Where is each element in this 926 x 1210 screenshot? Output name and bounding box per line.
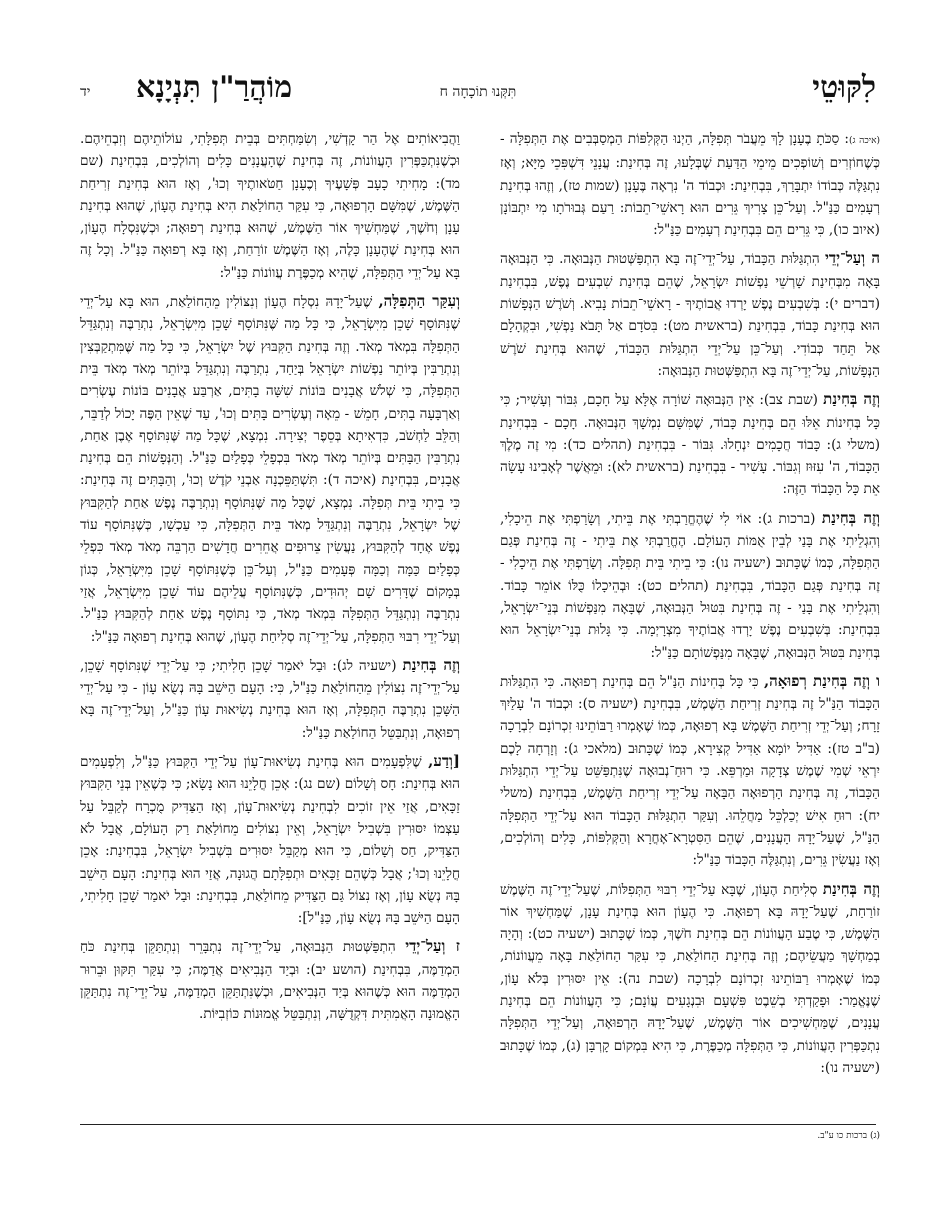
paragraph-text: שֶׁלִּפְעָמִים הוּא בְּחִינַת נְשִׂיאוּת־עָוֹן עַל־יְדֵי הַקִּבּוּץ כַּנַּ"ל, וְלִפְעָמִים הוּא בְּחִינַת: חָס וְשָׁלוֹם (שם נג): אָכֵן חֳלָיֵנוּ הוּא נָשָׂא; כִּי כְּשֶׁאֵין בְּנֵי הַקִּבּוּץ זַכָּאִים, אֲזַי אֵין זוֹכִים לִבְחִינַת נְשִׂיאוּת־עָוֹן, וְאָז הַצַּדִּיק מֻכְרָח לְקַבֵּל עַל עַצְמוֹ יִסּוּרִין בִּשְׁבִיל יִשְׂרָאֵל, וְאֵין נִצּוֹלִים מֵחוֹלַאַת רַק הָעוֹלָם, אֲבָל לֹא הַצַּדִּיק, חַס וְשָׁלוֹם, כִּי הוּא מְקַבֵּל יִסּוּרִים בִּשְׁבִיל יִשְׂרָאֵל, בִּבְחִינַת: אָכֵן חֳלָיֵנוּ וְכוּ'; אֲבָל כְּשֶׁהֵם זַכָּאִים וּתְפִלָּתָם הֲגוּנָה, אֲזַי הוּא בְּחִינַת: הָעָם הַיּשֵׁב בָּהּ נְשֻׂא עָוֹן, וְאָז נִצּוֹל גַּם הַצַּדִּיק מֵחוֹלַאַת, בִּבְחִינַת: וּבַל יֹאמַר שָׁכֵן חָלִיתִי, הָעָם הַיּשֵׁב בָּהּ נְשֻׂא עָוֹן, כַּנַּ"ל]: <box>80 754 460 927</box>
left-column <box>80 128 460 1032</box>
footnote: (ג) ברכות כו ע"ב. <box>817 1131 880 1141</box>
paragraph-heading: וְעִקַּר הַתְּפִלָּה, <box>378 292 461 311</box>
paragraph <box>500 507 880 664</box>
paragraph-text: הִתְגַּלּוּת הַכָּבוֹד, עַל־יְדֵי־זֶה בָּא הִתְפַּשְּׁטוּת הַנְּבוּאָה. כִּי הַנְּבוּאָה בָּאָה מִבְּחִינַת שָׁרְשֵׁי נַפְשׁוֹת יִשְׂרָאֵל, שֶׁהֵם בְּחִינַת שִׁבְעִים נֶפֶשׁ, בִּבְחִינַת (דברים י): בְּשִׁבְעִים נֶפֶשׁ יָרְדוּ אֲבוֹתֶיךָ - רָאשֵׁי־תֵבוֹת נָבִיא. וְשֹׁרֶשׁ הַנְּפָשׁוֹת הוּא בְּחִינַת כָּבוֹד, בִּבְחִינַת (בראשית מט): בִּסֹדָם אַל תָּבֹא נַפְשִׁי, וּבִקְהָלָם אַל תֵּחַד כְּבוֹדִי. וְעַל־כֵּן עַל־יְדֵי הִתְגַּלּוּת הַכָּבוֹד, שֶׁהוּא בְּחִינַת שֹׁרֶשׁ הַנְּפָשׁוֹת, עַל־יְדֵי־זֶה בָּא הִתְפַּשְּׁטוּת הַנְּבוּאָה: <box>500 251 880 379</box>
paragraph <box>500 388 880 500</box>
paragraph-text: (ברכות ג): אוֹי לִי שֶׁהֶחֱרַבְתִּי אֶת בֵּיתִי, וְשָׂרַפְתִּי אֶת הֵיכָלִי, וְהִגְלֵיתִי אֶת בָּנַי לְבֵין אֻמּוֹת הָעוֹלָם. הֶחֱרַבְתִּי אֶת בֵּיתִי - זֶה בְּחִינַת פְּגַם הַתְּפִלָּה, כְּמוֹ שֶׁכָּתוּב (ישעיה נו): כִּי בֵיתִי בֵּית תְּפִלָּה. וְשָׂרַפְתִּי אֶת הֵיכָלִי - זֶה בְּחִינַת פְּגַם הַכָּבוֹד, בִּבְחִינַת (תהלים כט): וּבְהֵיכָלוֹ כֻּלּוֹ אוֹמֵר כָּבוֹד. וְהִגְלֵיתִי אֶת בָּנַי - זֶה בְּחִינַת בִּטּוּל הַנְּבוּאָה, שֶׁבָּאָה מִנַּפְשׁוֹת בְּנֵי־יִשְׂרָאֵל, בִּבְחִינַת: בְּשִׁבְעִים נֶפֶשׁ יָרְדוּ אֲבוֹתֶיךָ מִצְרָיְמָה. כִּי גָּלוּת בְּנֵי־יִשְׂרָאֵל הוּא בְּחִינַת בִּטּוּל הַנְּבוּאָה, שֶׁבָּאָה מִנַּפְשׁוֹתָם כַּנַּ"ל: <box>500 510 880 661</box>
paragraph-heading: ז וְעַל־יְדֵי <box>405 937 460 956</box>
page-number: יד <box>80 84 91 100</box>
running-header <box>80 70 876 114</box>
paragraph-text: הִתְפַּשְּׁטוּת הַנְּבוּאָה, עַל־יְדֵי־זֶה נִתְבָּרֵר וְנִתְתַּקֵּן בְּחִינַת כֹּחַ הַמְדַמֶּה, בִּבְחִינַת (הושע יב): וּבְיַד הַנְּבִיאִים אֲדַמֶּה; כִּי עִקַּר תִּקּוּן וּבֵרוּר הַמְדַמֶּה הוּא כְּשֶׁהוּא בְּיַד הַנְּבִיאִים, וּכְשֶׁנִּתְתַּקֵּן הַמְדַמֶּה, עַל־יְדֵי־זֶה נִתְתַּקֵּן הָאֱמוּנָה הָאֲמִתִּית דִּקְדֻשָּׁה, וְנִתְבַּטֵּל אֱמוּנוֹת כּוֹזְבִיּוֹת. <box>80 939 460 1023</box>
paragraph <box>500 128 880 241</box>
paragraph <box>80 654 460 744</box>
paragraph <box>80 750 460 929</box>
right-column <box>500 128 880 1085</box>
paragraph <box>80 290 460 648</box>
paragraph-text: : סַכֹּתָ בֶעָנָן לָךְ מֵעֲבֹר תְּפִלָּה, הַיְנוּ הַקְּלִפּוֹת הַמְסַבְּבִים אֶת הַתְּפִלָּה - כְּשֶׁחוֹזְרִים וְשׁוֹפְכִים מֵימֵי הַדַּעַת שֶׁבְּלָעוּ, זֶה בְּחִינַת: עֲנָנֵי דִּשְׁפִּכֵי מַיָּא; וְאָז נִתְגַּלֶּה כְּבוֹדוֹ יִתְבָּרַךְ, בִּבְחִינַת: וּכְבוֹד ה' נִרְאָה בֶּעָנָן (שמות טז), וְזֶהוּ בְּחִינַת רְעָמִים כַּנַּ"ל. וְעַל־כֵּן צָרִיךְ גֵּרִים הוּא רָאשֵׁי־תֵבוֹת: רַעַם גְּבוּרֹתָו מִי יִתְבּוֹנָן (איוב כו), כִּי גֵּרִים הֵם בִּבְחִינַת רְעָמִים כַּנַּ"ל: <box>500 131 880 239</box>
paragraph-text: שֶׁעַל־יָדָהּ נִסְלָח הֶעָוֹן וְנִצּוֹלִין מֵהַחוֹלַאַת, הוּא בָּא עַל־יְדֵי שֶׁנִּתּוֹסָף שָׁכֵן מִיִּשְׂרָאֵל, כִּי כָּל מַה שֶּׁנִּתּוֹסָף שָׁכֵן מִיִּשְׂרָאֵל, נִתְרַבֶּה וְנִתְגַּדֵּל הַתְּפִלָּה בִּמְאֹד מְאֹד. וְזֶה בְּחִינַת הַקִּבּוּץ שֶׁל יִשְׂרָאֵל, כִּי כָּל מַה שֶּׁמִּתְקַבְּצִין וְנִתְרַבִּין בְּיוֹתֵר נַפְשׁוֹת יִשְׂרָאֵל בְּיַחַד, נִתְרַבֶּה וְנִתְגַּדֵּל בְּיוֹתֵר מְאֹד מְאֹד בֵּית הַתְּפִלָּה, כִּי שְׁלֹשׁ אֲבָנִים בּוֹנוֹת שִׁשָּׁה בָתִּים, אַרְבַּע אֲבָנִים בּוֹנוֹת עֶשְׂרִים וְאַרְבָּעָה בָתִּים, חָמֵשׁ - מֵאָה וְעֶשְׂרִים בָּתִּים וְכוּ', עַד שֶׁאֵין הַפֶּה יָכוֹל לְדַבֵּר, וְהַלֵּב לַחְשֹׁב, כִּדְאִיתָא בְּסֵפֶר יְצִירָה. נִמְצָא, שֶׁכָּל מַה שֶּׁנִּתּוֹסָף אֶבֶן אַחַת, נִתְרַבִּין הַבָּתִּים בְּיוֹתֵר מְאֹד מְאֹד בִּכְפָלֵי כְּפָלַיִם כַּנַּ"ל. וְהַנְּפָשׁוֹת הֵם בְּחִינַת אֲבָנִים, בִּבְחִינַת (איכה ד): תִּשְׁתַּפֵּכְנָה אַבְנֵי קֹדֶשׁ וְכוּ', וְהַבָּתִּים זֶה בְּחִינַת: כִּי בֵיתִי בֵּית תְּפִלָּה. נִמְצָא, שֶׁכָּל מַה שֶּׁנִּתּוֹסָף וְנִתְרַבֶּה נֶפֶשׁ אַחַת לְהַקִּבּוּץ שֶׁל יִשְׂרָאֵל, נִתְרַבֶּה וְנִתְגַּדֵּל מְאֹד בֵּית הַתְּפִלָּה, כִּי עַכְשָׁו, כְּשֶׁנִּתּוֹסָף עוֹד נֶפֶשׁ אֶחָד לְהַקִּבּוּץ, נַעֲשִׂין צֵרוּפִים אֲחֵרִים חֲדָשִׁים הַרְבֵּה מְאֹד מְאֹד כִּפְלֵי כְּפָלַיִם כַּמָּה וְכַמָּה פְּעָמִים כַּנַּ"ל, וְעַל־כֵּן כְּשֶׁנִּתּוֹסָף שָׁכֵן מִיִּשְׂרָאֵל, כְּגוֹן בְּמָקוֹם שֶׁדָּרִים שָׁם יְהוּדִים, כְּשֶׁנִּתּוֹסָף עֲלֵיהֶם עוֹד שָׁכֵן מִיִּשְׂרָאֵל, אֲזַי נִתְרַבֶּה וְנִתְגַּדֵּל הַתְּפִלָּה בִּמְאֹד מְאֹד, כִּי נִתּוֹסָף נֶפֶשׁ אַחַת לְהַקִּבּוּץ כַּנַּ"ל. וְעַל־יְדֵי רִבּוּי הַתְּפִלָּה, עַל־יְדֵי־זֶה סְלִיחַת הֶעָוֹן, שֶׁהוּא בְּחִינַת רְפוּאָה כַּנַּ"ל: <box>80 294 460 645</box>
paragraph <box>500 878 880 1080</box>
book-title: לִקּוּטֵי <box>812 70 876 105</box>
paragraph <box>500 670 880 872</box>
paragraph-text: סְלִיחַת הֶעָוֹן, שֶׁבָּא עַל־יְדֵי רִבּוּי הַתְּפִלּוֹת, שֶׁעַל־יְדֵי־זֶה הַשֶּׁמֶשׁ זוֹרַחַת, שֶׁעַל־יָדָהּ בָּא רְפוּאָה. כִּי הֶעָוֹן הוּא בְּחִינַת עָנָן, שֶׁמַּחְשִׁיךְ אוֹר הַשֶּׁמֶשׁ, כִּי טֶבַע הָעֲווֹנוֹת הֵם בְּחִינַת חֹשֶׁךְ, כְּמוֹ שֶׁכָּתוּב (ישעיה כט): וְהָיָה בְמַחְשָׁךְ מַעֲשֵׂיהֶם; וְזֶה בְּחִינַת הַחוֹלַאַת, כִּי עִקַּר הַחוֹלַאַת בָּאָה מֵעֲווֹנוֹת, כְּמוֹ שֶׁאָמְרוּ רַבּוֹתֵינוּ זִכְרוֹנָם לִבְרָכָה (שבת נה): אֵין יִסּוּרִין בְּלֹא עָוֹן, שֶׁנֶּאֱמַר: וּפָקַדְתִּי בְשֵׁבֶט פִּשְׁעָם וּבִנְגָעִים עֲוֹנָם; כִּי הָעֲווֹנוֹת הֵם בְּחִינַת עֲנָנִים, שֶׁמַּחְשִׁיכִים אוֹר הַשֶּׁמֶשׁ, שֶׁעַל־יָדָהּ הָרְפוּאָה, וְעַל־יְדֵי הַתְּפִלָּה נִתְכַּפְּרִין הָעֲווֹנוֹת, כִּי הַתְּפִלָּה מְכַפֶּרֶת, כִּי הִיא בִּמְקוֹם קָרְבָּן (ג), כְּמוֹ שֶׁכָּתוּב (ישעיה נו): <box>500 881 880 1076</box>
paragraph-text: (שבת צב): אֵין הַנְּבוּאָה שׁוֹרָה אֶלָּא עַל חָכָם, גִּבּוֹר וְעָשִׁיר; כִּי כָּל בְּחִינוֹת אֵלּוּ הֵם בְּחִינַת כָּבוֹד, שֶׁמִּשָּׁם נִמְשָׁךְ הַנְּבוּאָה. חָכָם - בִּבְחִינַת (משלי ג): כָּבוֹד חֲכָמִים יִנְחָלוּ. גִּבּוֹר - בִּבְחִינַת (תהלים כד): מִי זֶה מֶלֶךְ הַכָּבוֹד, ה' עִזּוּז וְגִבּוֹר. עָשִׁיר - בִּבְחִינַת (בראשית לא): וּמֵאֲשֶׁר לְאָבִינוּ עָשָׂה אֵת כָּל הַכָּבוֹד הַזֶּה: <box>500 392 880 498</box>
paragraph-heading: וְזֶה בְּחִינַת <box>402 655 461 674</box>
paragraph-text: (ישעיה לג): וּבַל יֹאמַר שָׁכֵן חָלִיתִי; כִּי עַל־יְדֵי שֶׁנִּתּוֹסָף שָׁכֵן, עַל־יְדֵי־זֶה נִצּוֹלִין מֵהַחוֹלַאַת כַּנַּ"ל, כִּי: הָעָם הַיּשֵׁב בָּהּ נְשֻׂא עָוֹן - כִּי עַל־יְדֵי הַשָּׁכֵן נִתְרַבֶּה הַתְּפִלָּה, וְאָז הוּא בְּחִינַת נְשִׂיאוּת עָוֹן כַּנַּ"ל, וְעַל־יְדֵי־זֶה בָּא רְפוּאָה, וְנִתְבַּטֵּל הַחוֹלַאַת כַּנַּ"ל: <box>80 657 460 741</box>
paragraph <box>500 247 880 382</box>
paragraph-heading: וְזֶה בְּחִינַת <box>823 390 880 409</box>
paragraph-heading: ו וְזֶה בְּחִינַת רְפוּאָה, <box>763 671 880 690</box>
paragraph-heading: וְזֶה בְּחִינַת <box>821 508 881 527</box>
section-title: תִּקְּנוּ תוֹכָחָה ח <box>439 84 517 100</box>
footnote-divider <box>80 1124 876 1125</box>
paragraph-heading: וְזֶה בְּחִינַת <box>822 879 881 898</box>
paragraph <box>80 128 460 284</box>
paragraph <box>80 935 460 1025</box>
paragraph-heading: ה וְעַל־יְדֵי <box>824 249 880 268</box>
citation: (איכה ג) <box>848 136 880 146</box>
paragraph-text: וַהֲבִיאוֹתִים אֶל הַר קָדְשִׁי, וְשִׂמַּחְתִּים בְּבֵית תְּפִלָּתִי, עוֹלוֹתֵיהֶם וְזִבְחֵיהֶם. וּכְשֶׁנִּתְכַּפְּרִין הָעֲווֹנוֹת, זֶה בְּחִינַת שֶׁהָעֲנָנִים כָּלִים וְהוֹלְכִים, בִּבְחִינַת (שם מד): מָחִיתִי כָעָב פְּשָׁעֶיךָ וְכֶעָנָן חַטֹּאותֶיךָ וְכוּ', וְאָז הוּא בְּחִינַת זְרִיחַת הַשֶּׁמֶשׁ, שֶׁמִּשָּׁם הָרְפוּאָה, כִּי עִקַּר הַחוֹלַאַת הִיא בְּחִינַת הֶעָוֹן, שֶׁהוּא בְּחִינַת עָנָן וְחֹשֶׁךְ, שֶׁמַּחְשִׁיךְ אוֹר הַשֶּׁמֶשׁ, שֶׁהוּא בְּחִינַת רְפוּאָה; וּכְשֶׁנִּסְלָח הֶעָוֹן, הוּא בְּחִינַת שֶׁהֶעָנָן כָּלֶה, וְאָז הַשֶּׁמֶשׁ זוֹרַחַת, וְאָז בָּא רְפוּאָה כַּנַּ"ל. וְכָל זֶה בָּא עַל־יְדֵי הַתְּפִלָּה, שֶׁהִיא מְכַפֶּרֶת עֲווֹנוֹת כַּנַּ"ל: <box>80 131 460 281</box>
paragraph-text: כִּי כָּל בְּחִינוֹת הַנַּ"ל הֵם בְּחִינַת רְפוּאָה. כִּי הִתְגַּלּוּת הַכָּבוֹד הַנַּ"ל זֶה בְּחִינַת זְרִיחַת הַשֶּׁמֶשׁ, בִּבְחִינַת (ישעיה ס): וּכְבוֹד ה' עָלַיִךְ זָרָח; וְעַל־יְדֵי זְרִיחַת הַשֶּׁמֶשׁ בָּא רְפוּאָה, כְּמוֹ שֶׁאָמְרוּ רַבּוֹתֵינוּ זִכְרוֹנָם לִבְרָכָה (ב"ב טז): אַדִּיל יוֹמָא אַדִּיל קְצִירָא, כְּמוֹ שֶׁכָּתוּב (מלאכי ג): וְזָרְחָה לָכֶם יִרְאֵי שְׁמִי שֶׁמֶשׁ צְדָקָה וּמַרְפֵּא. כִּי רוּחַ־נְבוּאָה שֶׁנִּתְפַּשֵּׁט עַל־יְדֵי הִתְגַּלּוּת הַכָּבוֹד, זֶה בְּחִינַת הָרְפוּאָה הַבָּאָה עַל־יְדֵי זְרִיחַת הַשֶּׁמֶשׁ, בִּבְחִינַת (משלי יח): רוּחַ אִישׁ יְכַלְכֵּל מַחֲלֵהוּ. וְעִקַּר הִתְגַּלּוּת הַכָּבוֹד הוּא עַל־יְדֵי הַתְּפִלָּה הַנַּ"ל, שֶׁעַל־יָדָהּ הָעֲנָנִים, שֶׁהֵם הַסִּטְרָא־אָחֳרָא וְהַקְּלִפּוֹת, כָּלִים וְהוֹלְכִים, וְאָז נַעֲשִׂין גֵּרִים, וְנִתְגַּלֶּה הַכָּבוֹד כַּנַּ"ל: <box>500 673 880 869</box>
book-subtitle: מוֹהֲרַ"ן תִּנְיָנָא <box>136 70 293 105</box>
paragraph-heading: [וְדַע, <box>428 752 460 771</box>
